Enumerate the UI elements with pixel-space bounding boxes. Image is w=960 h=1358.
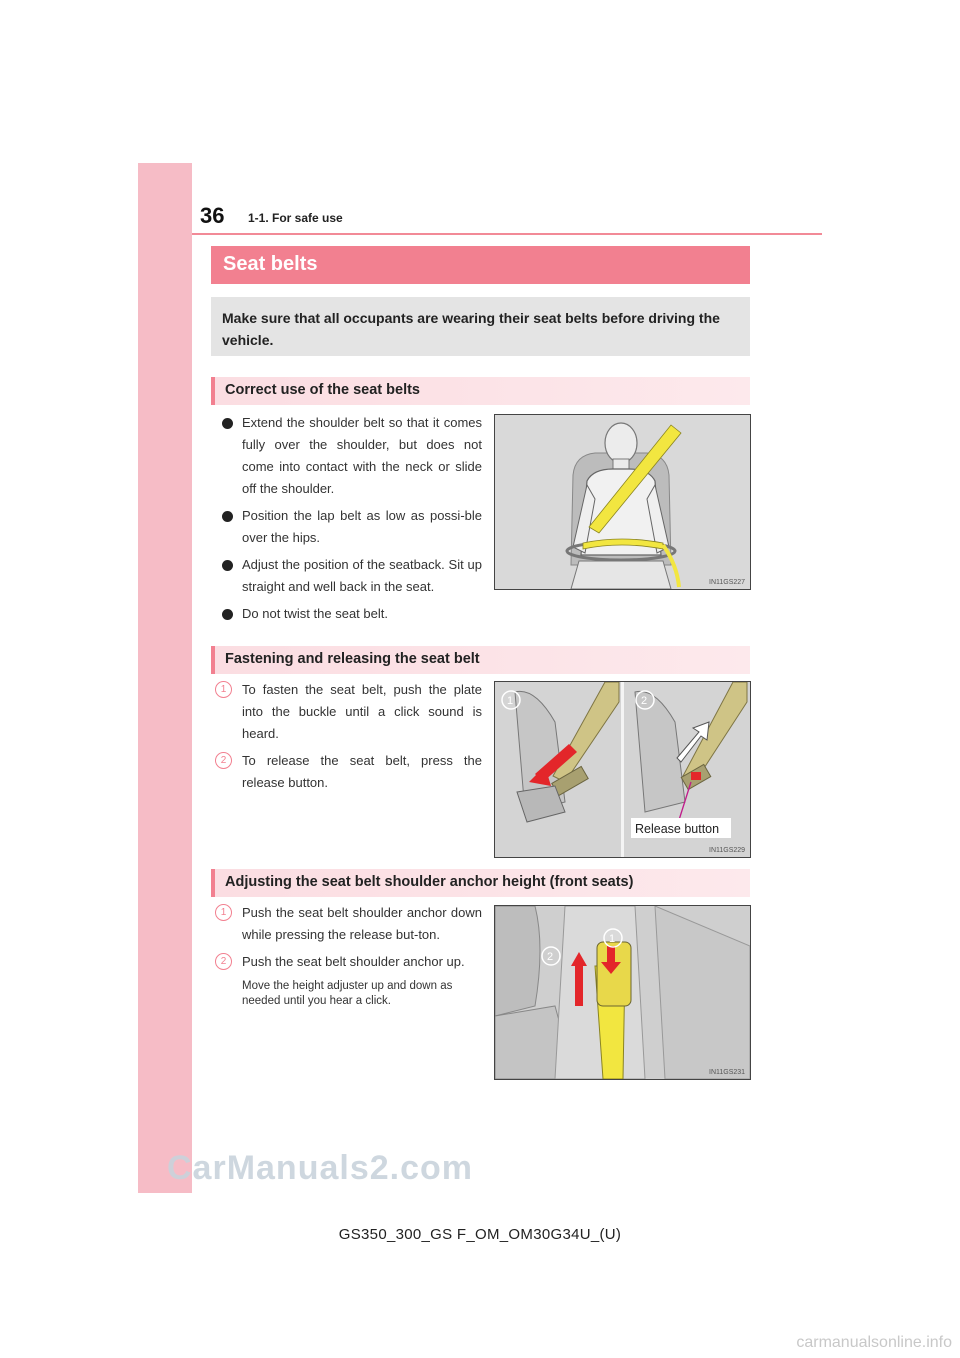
section-heading-fastening [211, 646, 750, 674]
list-item: Position the lap belt as low as possi-ble over the hips. [222, 505, 482, 549]
fastening-steps [215, 679, 482, 794]
list-item: 1 To fasten the seat belt, push the plate into the buckle until a click sound is heard. [215, 679, 482, 745]
page-title: Seat belts [223, 253, 318, 275]
figure-shoulder-anchor [494, 905, 751, 1080]
step-number-icon: 1 [215, 681, 232, 698]
release-button-callout: Release button [635, 822, 720, 836]
section-heading-text: Fastening and releasing the seat belt [225, 651, 480, 667]
adjuster-note: Move the height adjuster up and down as needed until you hear a click. [242, 980, 453, 1007]
bullet-icon [222, 609, 233, 620]
section-heading-text: Correct use of the seat belts [225, 382, 420, 398]
step-number-icon: 2 [215, 752, 232, 769]
intro-box [211, 297, 750, 356]
watermark-carmanualsonline: carmanualsonline.info [796, 1334, 952, 1351]
bullet-icon [222, 418, 233, 429]
watermark-carmanuals2: CarManuals2.com [167, 1149, 473, 1187]
figure-seated-occupant [494, 414, 751, 590]
figure-label: 2 [547, 951, 554, 963]
header-divider [192, 233, 822, 235]
bullet-icon [222, 560, 233, 571]
list-item: 1 Push the seat belt shoulder anchor down while pressing the release but-ton. [215, 902, 482, 946]
list-item: Do not twist the seat belt. [222, 603, 482, 625]
figure-label: 1 [609, 933, 616, 945]
list-item: Adjust the position of the seatback. Sit up straight and well back in the seat. [222, 554, 482, 598]
figure-label: 2 [641, 695, 648, 707]
correct-use-bullet-list [222, 412, 482, 625]
section-heading-text: Adjusting the seat belt shoulder anchor height (front seats) [225, 874, 634, 890]
list-item: Extend the shoulder belt so that it comes fully over the shoulder, but does not come into contact with the neck or slide off the shoulder. [222, 412, 482, 500]
figure-buckle-fastening [494, 681, 751, 858]
section-heading-correct-use [211, 377, 750, 405]
figure-label: 1 [507, 695, 514, 707]
figure-code: IN11GS227 [709, 579, 746, 586]
step-number-icon: 2 [215, 953, 232, 970]
list-item: 2 To release the seat belt, press the release button. [215, 750, 482, 794]
document-code-footer: GS350_300_GS F_OM_OM30G34U_(U) [338, 1226, 622, 1243]
intro-text: Make sure that all occupants are wearing their seat belts before driving the vehicle. [222, 310, 720, 348]
page-number: 36 [200, 203, 225, 228]
chapter-sidebar-tab [138, 163, 192, 1193]
list-item: 2 Push the seat belt shoulder anchor up. [215, 951, 482, 973]
figure-code: IN11GS229 [709, 847, 746, 854]
page-title-bar [211, 246, 750, 284]
adjusting-steps [215, 902, 482, 1009]
section-reference: 1-1. For safe use [248, 211, 343, 225]
step-number-icon: 1 [215, 904, 232, 921]
figure-code: IN11GS231 [709, 1069, 746, 1076]
bullet-icon [222, 511, 233, 522]
section-heading-adjusting [211, 869, 750, 897]
